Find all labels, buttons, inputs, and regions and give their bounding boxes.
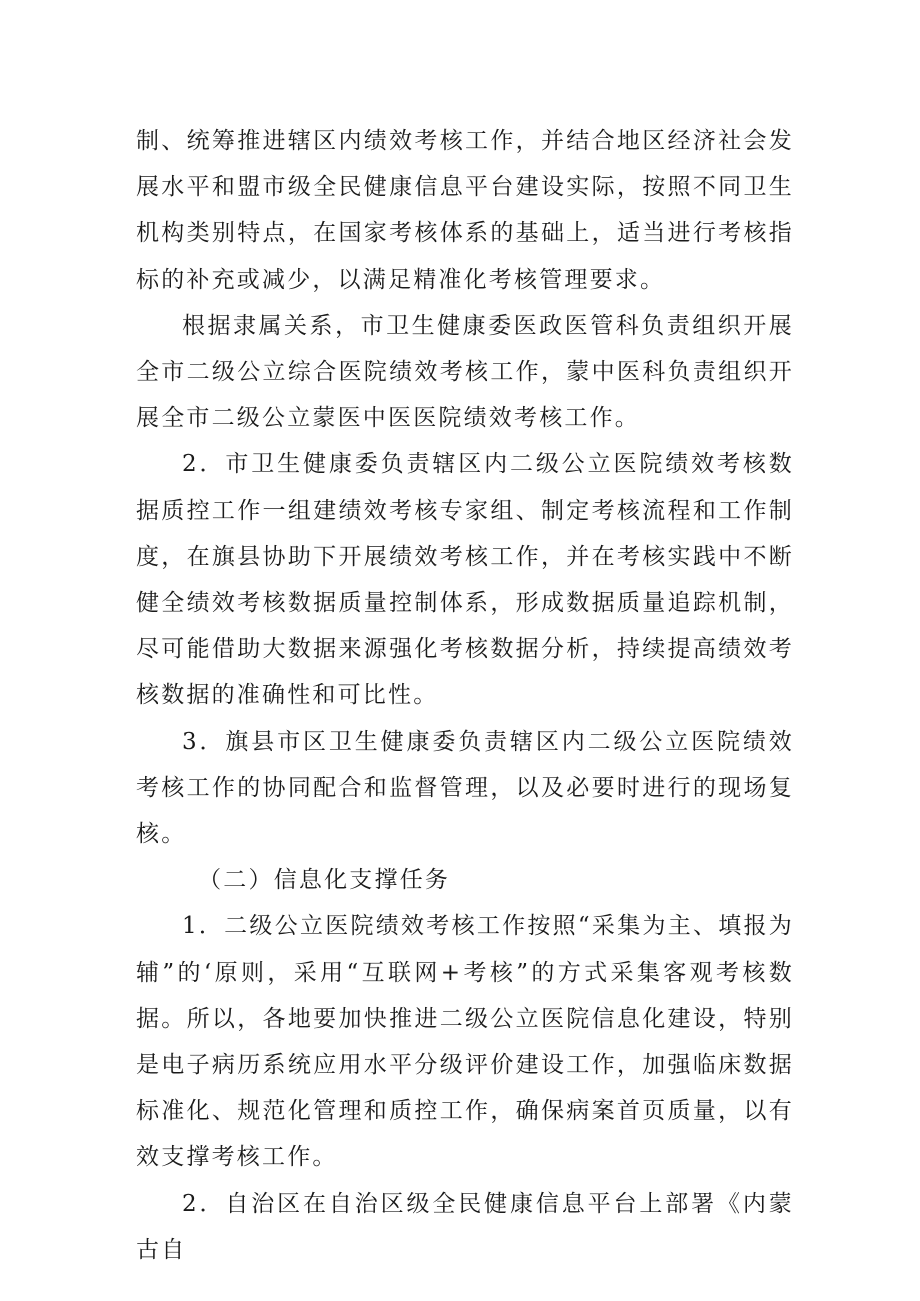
paragraph-affiliation: 根据隶属关系，市卫生健康委医政医管科负责组织开展全市二级公立综合医院绩效考核工作，蒙中医科负责组织开展全市二级公立蒙医中医医院绩效考核工作。 xyxy=(136,312,794,432)
paragraph-item-3-county: 3．旗县市区卫生健康委负责辖区内二级公立医院绩效考核工作的协同配合和监督管理，以及必要时进行的现场复核。 xyxy=(136,728,794,848)
paragraph-continuation: 制、统筹推进辖区内绩效考核工作，并结合地区经济社会发展水平和盟市级全民健康信息平台建设实际，按照不同卫生机构类别特点，在国家考核体系的基础上，适当进行考核指标的补充或减少，以满足精准化考核管理要求。 xyxy=(136,128,794,293)
paragraph-info-item-2: 2．自治区在自治区级全民健康信息平台上部署《内蒙古自 xyxy=(136,1190,794,1263)
paragraph-info-item-1: 1．二级公立医院绩效考核工作按照“采集为主、填报为辅”的‘原则，采用“互联网+考核”的方式采集客观考核数据。所以，各地要加快推进二级公立医院信息化建设，特别是电子病历系统应用水平分级评价建设工作，加强临床数据标准化、规范化管理和质控工作，确保病案首页质量，以有效支撑考核工作。 xyxy=(136,913,794,1171)
section-heading-info-support: （二）信息化支撑任务 xyxy=(198,867,451,894)
paragraph-item-2-municipal: 2．市卫生健康委负责辖区内二级公立医院绩效考核数据质控工作一组建绩效考核专家组、制定考核流程和工作制度，在旗县协助下开展绩效考核工作，并在考核实践中不断健全绩效考核数据质量控制体系，形成数据质量追踪机制，尽可能借助大数据来源强化考核数据分析，持续提高绩效考核数据的准确性和可比性。 xyxy=(136,451,794,709)
document-body xyxy=(136,118,794,1273)
